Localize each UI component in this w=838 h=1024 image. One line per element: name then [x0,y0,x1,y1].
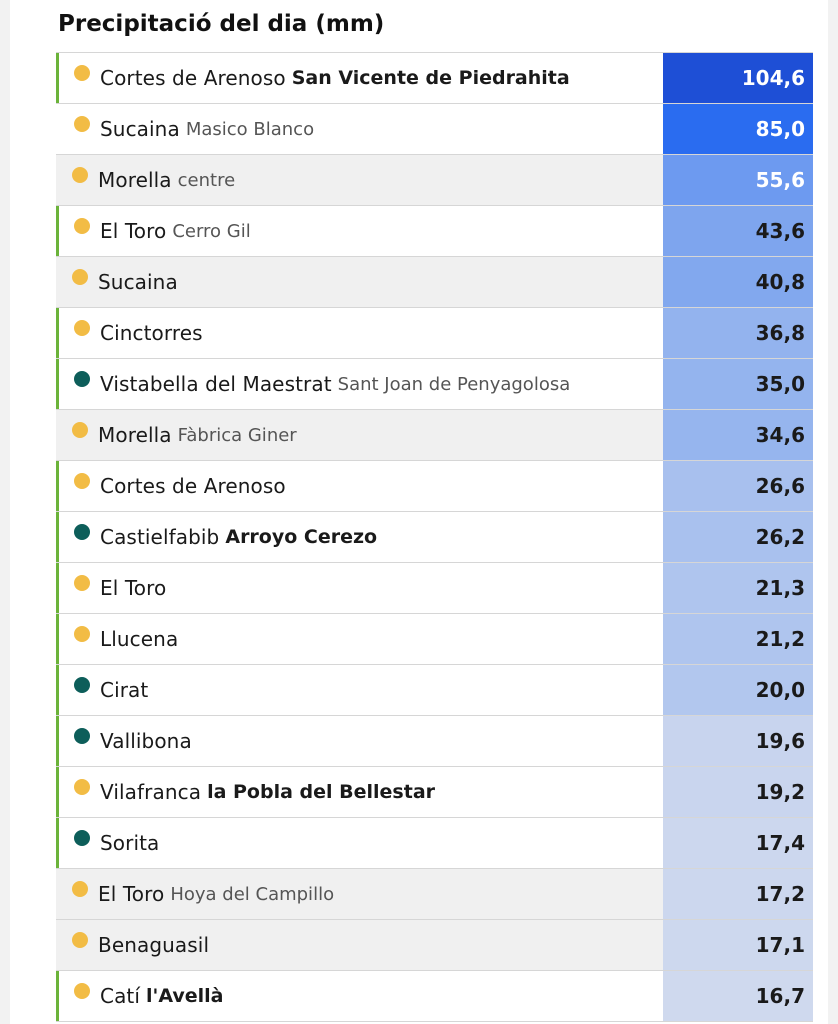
station-sublocation: la Pobla del Bellestar [207,781,436,803]
station-name-cell [56,461,663,511]
precipitation-table [56,52,813,1022]
yellow-dot-icon [72,167,88,183]
precipitation-value: 55,6 [663,155,813,205]
precipitation-value: 40,8 [663,257,813,307]
row-accent-bar [56,716,59,766]
yellow-dot-icon [74,626,90,642]
table-row [56,869,813,920]
table-row [56,308,813,359]
teal-dot-icon [74,524,90,540]
yellow-dot-icon [74,116,90,132]
precipitation-value: 85,0 [663,104,813,154]
yellow-dot-icon [72,422,88,438]
station-location: Cinctorres [100,321,203,345]
station-name-cell [56,512,663,562]
precipitation-value: 34,6 [663,410,813,460]
station-location: El Toro [100,219,167,243]
station-name-cell [56,53,663,103]
precipitation-value: 17,2 [663,869,813,919]
station-sublocation: Sant Joan de Penyagolosa [337,373,571,395]
precipitation-value: 36,8 [663,308,813,358]
precipitation-value: 104,6 [663,53,813,103]
table-row [56,563,813,614]
station-sublocation: San Vicente de Piedrahita [291,67,570,89]
station-name-cell [56,920,663,970]
precipitation-value: 16,7 [663,971,813,1021]
station-name-cell [56,257,663,307]
table-row [56,155,813,206]
row-accent-bar [56,53,59,103]
table-row [56,359,813,410]
yellow-dot-icon [74,473,90,489]
row-accent-bar [56,767,59,817]
station-location: Morella [98,423,172,447]
row-accent-bar [56,308,59,358]
precipitation-value: 21,3 [663,563,813,613]
table-row [56,716,813,767]
station-name-cell [56,716,663,766]
row-accent-bar [56,665,59,715]
station-sublocation: centre [177,169,236,191]
precipitation-value: 17,4 [663,818,813,868]
row-accent-bar [56,614,59,664]
table-row [56,257,813,308]
station-name-cell [56,869,663,919]
precipitation-value: 21,2 [663,614,813,664]
station-sublocation: l'Avellà [146,985,224,1007]
table-row [56,665,813,716]
yellow-dot-icon [72,932,88,948]
station-location: Benaguasil [98,933,210,957]
table-row [56,920,813,971]
station-name-cell [56,206,663,256]
station-name-cell [56,155,663,205]
station-sublocation: Arroyo Cerezo [225,526,378,548]
station-location: Sucaina [100,117,180,141]
table-row [56,614,813,665]
precipitation-value: 26,2 [663,512,813,562]
table-row [56,512,813,563]
station-location: Vallibona [100,729,192,753]
station-location: Catí [100,984,141,1008]
precipitation-value: 17,1 [663,920,813,970]
teal-dot-icon [74,830,90,846]
station-location: Cirat [100,678,149,702]
station-sublocation: Masico Blanco [185,118,315,140]
precipitation-value: 19,2 [663,767,813,817]
station-location: Cortes de Arenoso [100,474,286,498]
yellow-dot-icon [74,320,90,336]
precipitation-value: 35,0 [663,359,813,409]
station-location: Vilafranca [100,780,202,804]
station-location: Llucena [100,627,179,651]
station-name-cell [56,359,663,409]
station-name-cell [56,767,663,817]
station-location: El Toro [98,882,165,906]
precipitation-card [10,0,828,1024]
table-row [56,461,813,512]
row-accent-bar [56,971,59,1021]
row-accent-bar [56,512,59,562]
station-location: Vistabella del Maestrat [100,372,332,396]
station-name-cell [56,410,663,460]
station-location: Sorita [100,831,160,855]
table-row [56,206,813,257]
station-name-cell [56,104,663,154]
table-title: Precipitació del dia (mm) [58,11,385,37]
yellow-dot-icon [72,269,88,285]
precipitation-value: 26,6 [663,461,813,511]
precipitation-value: 20,0 [663,665,813,715]
row-accent-bar [56,359,59,409]
row-accent-bar [56,563,59,613]
station-name-cell [56,971,663,1021]
table-row [56,818,813,869]
station-name-cell [56,614,663,664]
precipitation-value: 43,6 [663,206,813,256]
table-row [56,971,813,1022]
table-row [56,410,813,461]
row-accent-bar [56,461,59,511]
station-name-cell [56,665,663,715]
station-location: El Toro [100,576,167,600]
station-sublocation: Cerro Gil [172,220,251,242]
teal-dot-icon [74,677,90,693]
precipitation-value: 19,6 [663,716,813,766]
station-location: Sucaina [98,270,178,294]
station-location: Cortes de Arenoso [100,66,286,90]
yellow-dot-icon [74,983,90,999]
table-row [56,52,813,104]
yellow-dot-icon [74,779,90,795]
yellow-dot-icon [72,881,88,897]
station-sublocation: Hoya del Campillo [170,883,335,905]
table-row [56,767,813,818]
station-name-cell [56,308,663,358]
yellow-dot-icon [74,218,90,234]
row-accent-bar [56,818,59,868]
station-name-cell [56,563,663,613]
table-row [56,104,813,155]
yellow-dot-icon [74,65,90,81]
station-sublocation: Fàbrica Giner [177,424,297,446]
station-location: Morella [98,168,172,192]
station-name-cell [56,818,663,868]
teal-dot-icon [74,728,90,744]
yellow-dot-icon [74,575,90,591]
row-accent-bar [56,206,59,256]
station-location: Castielfabib [100,525,220,549]
teal-dot-icon [74,371,90,387]
